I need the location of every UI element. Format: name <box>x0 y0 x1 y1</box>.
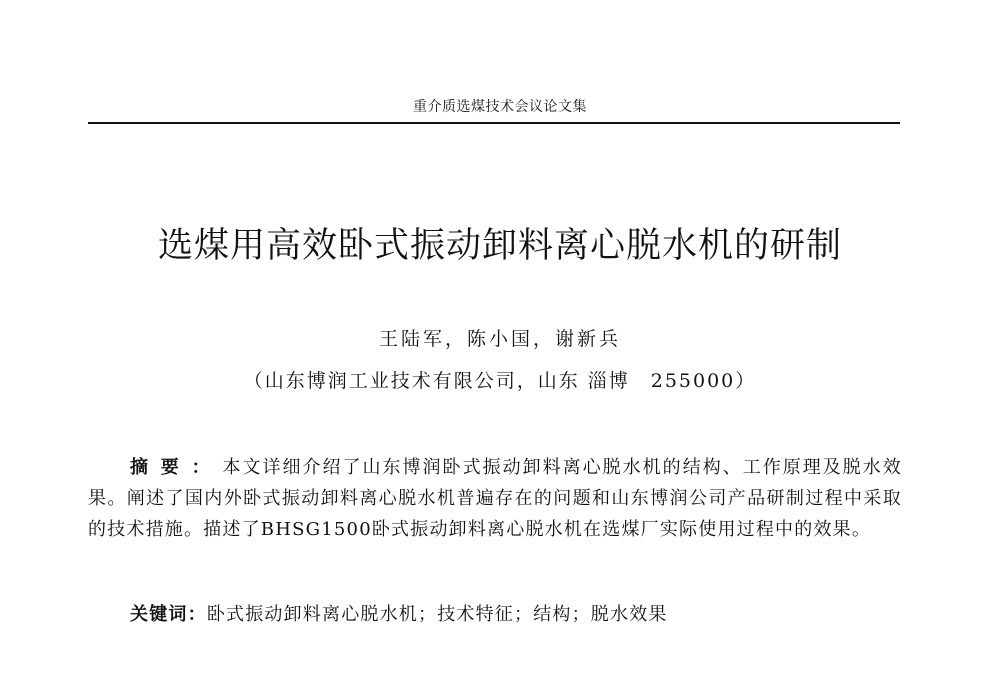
keywords-text: 卧式振动卸料离心脱水机；技术特征；结构；脱水效果 <box>206 604 668 625</box>
keywords-line <box>130 600 900 626</box>
header-rule <box>88 122 900 124</box>
running-header: 重介质选煤技术会议论文集 <box>413 99 587 115</box>
paper-affiliation: （山东博润工业技术有限公司，山东 淄博 255000） <box>243 370 757 392</box>
keywords-label: 关键词： <box>130 604 207 625</box>
abstract-paragraph <box>88 452 902 545</box>
paper-title: 选煤用高效卧式振动卸料离心脱水机的研制 <box>157 226 842 266</box>
abstract-text: 本文详细介绍了山东博润卧式振动卸料离心脱水机的结构、工作原理及脱水效果。阐述了国内外卧式振动卸料离心脱水机普遍存在的问题和山东博润公司产品研制过程中采取的技术措施。描述了BHSG1500卧式振动卸料离心脱水机在选煤厂实际使用过程中的效果。 <box>88 457 903 540</box>
abstract-label: 摘要： <box>130 457 223 478</box>
paper-authors: 王陆军，陈小国，谢新兵 <box>378 328 621 350</box>
